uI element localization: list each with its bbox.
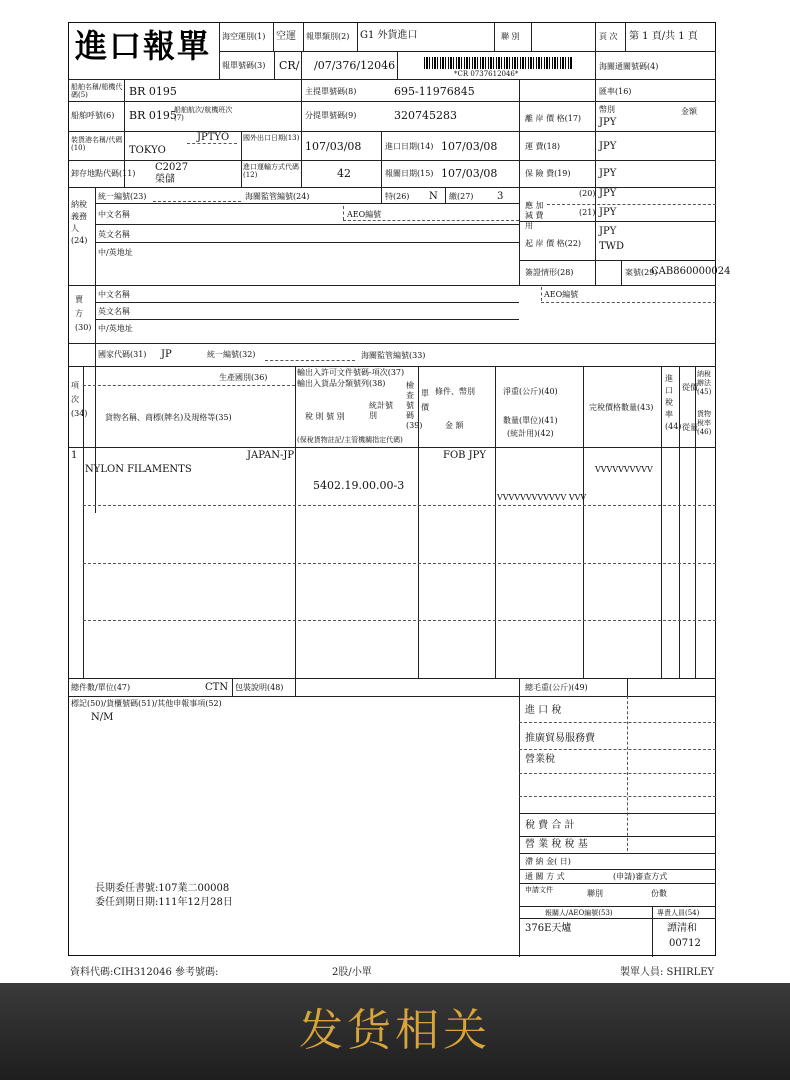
sub-value: JPY [599, 207, 617, 218]
freight-label: 運 費(18) [525, 142, 560, 151]
freight-value: JPY [599, 141, 617, 152]
seller-cn-name-label: 中文名稱 [98, 290, 130, 299]
exchange-rate-label: 匯率(16) [599, 87, 632, 96]
goods-tax-header: 貨物稅率(46) [697, 410, 712, 436]
stat-header: 統計號別 [369, 401, 393, 420]
transport-label: 進口運輸方式代碼(12) [243, 163, 299, 179]
currency-value: JPY [599, 117, 617, 128]
callsign-label: 船舶呼號(6) [71, 111, 115, 120]
item-tariff: 5402.19.00.00-3 [313, 479, 405, 492]
loading-port-label: 裝貨港名稱/代碼(10) [71, 136, 123, 152]
copies-value: 3 [497, 191, 504, 202]
seller-country-value: JP [161, 349, 172, 360]
marks-label: 標記(50)/貨櫃號碼(51)/其他申報事項(52) [71, 699, 222, 708]
storage-code: C2027 [155, 162, 189, 173]
item-duty-mark: VVVVVVVVVV [595, 465, 653, 474]
item-no: 1 [71, 450, 78, 461]
taxpayer-customs-reg-label: 海關監管編號(24) [245, 192, 310, 201]
fob-label: 離 岸 價 格(17) [525, 114, 582, 123]
import-date-value: 107/03/08 [441, 140, 498, 153]
stat-qty-header: (統計用)(42) [507, 429, 554, 438]
quantity-header: 數量(單位)(41) [503, 416, 558, 425]
duty-value-header: 完稅價格數量(43) [589, 403, 654, 412]
cert-expiry: 委任到期日期:111年12月28日 [95, 897, 233, 908]
voyage-label: 船舶航次/航機班次(7) [174, 106, 233, 122]
cif-label: 起 岸 價 格(22) [525, 239, 582, 248]
loading-port-code: JPTYO [197, 132, 230, 143]
inspect-header: 檢查號碼(39) [406, 381, 423, 430]
clearance-label: 通 關 方 式 [525, 872, 565, 881]
seller-address-label: 中/英地址 [98, 324, 133, 333]
specialist-label: 專責人員(54) [657, 909, 700, 917]
decl-no-prefix: CR/ [279, 59, 300, 72]
add-value: JPY [599, 188, 617, 199]
marks-value: N/M [91, 712, 114, 723]
air-sea-value: 空運 [276, 31, 296, 42]
vessel-value: BR 0195 [129, 85, 177, 98]
unit-price-header: 單價 [421, 389, 429, 412]
tariff-header: 稅 則 號 別 [305, 412, 345, 421]
taxpayer-section-label: 納稅義務人(24) [71, 200, 88, 245]
report-date-label: 報關日期(15) [385, 169, 434, 178]
import-rate-header: 進口稅率(44) [665, 374, 682, 431]
sub-code: (21) [579, 208, 596, 217]
page-value: 第 1 頁/共 1 頁 [629, 31, 698, 42]
terms-header: 條件、幣別 [435, 387, 475, 396]
item-desc: NYLON FILAMENTS [85, 464, 192, 475]
from-price-header: 從價 [682, 383, 698, 392]
taxpayer-cn-name-label: 中文名稱 [98, 210, 130, 219]
transport-value: 42 [337, 167, 351, 180]
specialist-no: 00712 [669, 938, 701, 949]
form-type: 2股/小單 [332, 967, 372, 978]
net-weight-header: 淨重(公斤)(40) [503, 387, 558, 396]
item-no-header: 項次(34) [71, 381, 88, 418]
vessel-label: 船舶名稱/船機代碼(5) [71, 83, 123, 99]
doc-copies-label: 份數 [651, 889, 667, 898]
storage-label: 卸存地點代碼(11) [71, 169, 136, 178]
special-label: 特(26) [385, 192, 410, 201]
long-term-cert: 長期委任書號:107業二00008 [95, 883, 230, 894]
seller-uniform-no-label: 統一編號(32) [207, 350, 256, 359]
insurance-label: 保 險 費(19) [525, 169, 571, 178]
import-date-label: 進口日期(14) [385, 142, 434, 151]
clearance-value: (申請)審查方式 [613, 872, 668, 881]
total-label: 稅 費 合 計 [525, 820, 575, 831]
seller-country-label: 國家代碼(31) [98, 350, 147, 359]
late-fee-label: 滯 納 金( 日) [525, 857, 571, 866]
seller-aeo-label: AEO編號 [544, 290, 579, 299]
amount-header: 金 額 [445, 421, 464, 430]
report-date-value: 107/03/08 [441, 167, 498, 180]
visa-label: 簽證情形(28) [525, 268, 574, 277]
house-bl-value: 320745283 [394, 109, 457, 122]
export-date-value: 107/03/08 [305, 140, 362, 153]
broker-label: 報關人/AEO編號(53) [545, 909, 613, 917]
barcode [424, 57, 572, 69]
copies-label: 繳(27) [449, 192, 474, 201]
footer-banner [0, 983, 790, 1080]
storage-name: 榮儲 [155, 174, 175, 185]
copy-label: 聯 別 [501, 32, 520, 41]
bond-header: (保稅貨物註記/主管機關指定代碼) [297, 436, 403, 444]
callsign-value: BR 0195 [129, 109, 177, 122]
insurance-value: JPY [599, 168, 617, 179]
decl-no-value: /07/376/12046 [314, 59, 396, 72]
packages-unit: CTN [205, 682, 229, 693]
add-code: (20) [579, 189, 596, 198]
business-tax-label: 營業稅 [525, 754, 555, 765]
tax-law-header: 納稅辦法(45) [697, 370, 712, 396]
preparer: 製單人員: SHIRLEY [620, 967, 715, 978]
barcode-caption: *CR 0737612046* [454, 70, 519, 78]
permit-header: 輸出入許可文件號碼-項次(37) [297, 368, 405, 377]
loading-port-name: TOKYO [129, 145, 166, 156]
banner-text: 发货相关 [299, 1005, 491, 1056]
item-qty-mark: VVVVVVVVVVVV VVV [497, 493, 587, 502]
gross-weight-label: 總毛重(公斤)(49) [525, 683, 588, 692]
packing-label: 包裝說明(48) [235, 683, 284, 692]
broker-value: 376E天爐 [525, 923, 572, 934]
case-no-label: 案號(29) [625, 268, 658, 277]
form-title: 進口報單 [75, 27, 212, 65]
page-label: 頁 次 [599, 32, 618, 41]
adjust-label: 應 加 減 費用 [525, 201, 544, 230]
specialist-name: 譚清和 [667, 923, 697, 934]
vat-base-label: 營 業 稅 稅 基 [525, 839, 588, 850]
decl-no-label: 報單號碼(3) [222, 61, 266, 70]
copy-kind-label: 聯別 [587, 889, 603, 898]
special-value: N [429, 191, 438, 202]
master-bl-value: 695-11976845 [394, 85, 475, 98]
seller-en-name-label: 英文名稱 [98, 307, 130, 316]
case-no-value: CAB860000024 [651, 266, 731, 277]
packages-label: 總件數/單位(47) [71, 683, 131, 692]
taxpayer-address-label: 中/英地址 [98, 248, 133, 257]
data-code: 資料代碼:CIH312046 參考號碼: [70, 967, 219, 978]
air-sea-label: 海空運別(1) [222, 32, 266, 41]
customs-no-label: 海關通關號碼(4) [599, 62, 659, 71]
taxpayer-aeo-label: AEO編號 [347, 210, 382, 219]
master-bl-label: 主提單號碼(8) [305, 87, 357, 96]
taxpayer-en-name-label: 英文名稱 [98, 230, 130, 239]
seller-section-label: 賣方(30) [75, 295, 92, 332]
import-declaration-form [68, 22, 731, 956]
origin-header: 生產國別(36) [219, 373, 268, 382]
seller-customs-reg-label: 海關監管編號(33) [361, 351, 426, 360]
item-terms: FOB JPY [443, 450, 487, 461]
from-qty-header: 從量 [682, 423, 698, 432]
amount-label: 金額 [681, 107, 697, 116]
doc-request-label: 申請文件 [525, 886, 553, 894]
decl-type-label: 報單類別(2) [306, 32, 350, 41]
desc-header: 貨物名稱、商標(牌名)及規格等(35) [105, 413, 232, 422]
trade-fee-label: 推廣貿易服務費 [525, 733, 595, 744]
currency-label: 幣別 [599, 105, 615, 114]
house-bl-label: 分提單號碼(9) [305, 111, 357, 120]
cif-value1: JPY [599, 226, 617, 237]
decl-type-value: G1 外貨進口 [360, 30, 418, 41]
cif-value2: TWD [599, 241, 624, 252]
item-origin: JAPAN-JP [247, 450, 295, 461]
class-header: 輸出入貨品分類號列(38) [297, 379, 386, 388]
taxpayer-uniform-no-label: 統一編號(23) [98, 192, 147, 201]
export-date-label: 國外出口日期(13) [243, 134, 300, 142]
import-duty-label: 進 口 稅 [525, 705, 562, 716]
